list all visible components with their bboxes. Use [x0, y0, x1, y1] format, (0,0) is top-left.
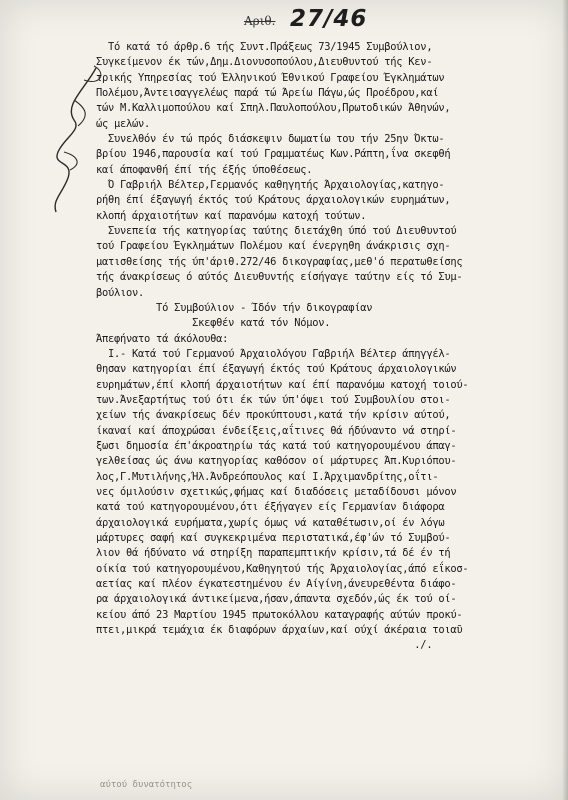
scan-edge-shadow — [562, 0, 568, 800]
text-line: Ό Γαβριήλ Βέλτερ,Γερμανός καθηγητής Άρχαιολογίας,κατηγο- — [96, 179, 445, 192]
text-line: άρχαιολογικά ευρήματα,χωρίς όμως νά καταθέτωσιν,οί έν λόγω — [96, 516, 445, 529]
text-line: Σκεφθέν κατά τόν Νόμον. — [96, 317, 331, 330]
text-line: Τό Συμβούλιον - Ίδόν τήν δικογραφίαν — [96, 301, 373, 314]
text-line: των.Άνεξαρτήτως τού ότι έκ τών ύπ'όψει τού Συμβουλίου στοι- — [96, 393, 451, 406]
text-line: γελθείσας ώς άνω κατηγορίας καθόσον οί μάρτυρες Άπ.Κυριόπου- — [96, 455, 457, 468]
text-line: ρα άρχαιολογικά άντικείμενα,ήσαν,άπαντα σχεδόν,ώς έκ τού οί- — [96, 593, 457, 606]
text-line: ώς μελών. — [96, 117, 151, 130]
text-line: ίκαναί καί άποχρώσαι ένδείξεις,αΐτινες θά ήδύναντο νά στηρί- — [96, 424, 457, 437]
text-line: τής άνακρίσεως ό αύτός Διευθυντής είσήγαγε ταύτην είς τό Συμ- — [96, 271, 463, 284]
document-number: 27/46 — [290, 6, 368, 32]
text-line: ευρημάτων,έπί κλοπή άρχαιοτήτων καί έπί παρανόμω κατοχή τοιού- — [96, 378, 469, 391]
text-line: κείου άπό 23 Μαρτίου 1945 πρωτοκόλλου καταγραφής αύτών προκύ- — [96, 608, 463, 621]
text-line: κατά τού κατηγορουμένου,ότι έξήγαγεν είς Γερμανίαν διάφορα — [96, 501, 445, 514]
text-line: μάρτυρες σαφή καί συγκεκριμένα περιστατικά,έφ'ών τό Συμβού- — [96, 532, 451, 544]
text-line: βούλιον. — [96, 286, 145, 299]
document-number-prefix: Αριθ. — [244, 14, 276, 28]
text-line: τρικής Υπηρεσίας τού Έλληνικού Έθνικού Γραφείου Έγκλημάτων — [96, 71, 445, 84]
text-line: οίκία τού κατηγορουμένου,Καθηγητού τής Άρχαιολογίας,άπό εΐκοσ- — [96, 562, 469, 575]
text-line: ξωσι δημοσία έπ'άκροατηρίω τάς κατά τού κατηγορουμένου άπαγ- — [96, 439, 457, 452]
text-line: κλοπή άρχαιοτήτων καί παρανόμω κατοχή τούτων. — [96, 209, 367, 222]
text-line: νες όμιλούσιν σχετικώς,φήμας καί διαδόσεις μεταδίδουσι μόνον — [96, 485, 457, 498]
text-line: Πολέμου,Άντεισαγγελέως παρά τώ Άρείω Πάγω,ώς Προέδρου,καί — [96, 87, 439, 100]
text-line: ./. — [96, 639, 433, 652]
text-line: Συνελθόν έν τώ πρός διάσκεψιν δωματίω του τήν 25ην Όκτω- — [96, 133, 445, 146]
text-line: λος,Γ.Μυτιλήνης,Ήλ.Άνδρεόπουλος καί Ι.Άρχιμανδρίτης,οΐτι- — [96, 470, 439, 483]
text-line: ματισθείσης τής ύπ'άριθ.272/46 δικογραφίας,μεθ'ό περατωθείσης — [96, 255, 463, 268]
text-line: Ι.- Κατά τού Γερμανού Άρχαιολόγου Γαβριήλ Βέλτερ άπηγγέλ- — [96, 347, 451, 360]
text-line: πτει,μικρά τεμάχια έκ διαφόρων άρχαίων,καί ούχί άκέραια τοιαῦ — [96, 624, 463, 637]
bleed-through-text: αύτού δυνατότητος — [100, 780, 193, 790]
text-line: καί άποφανθή έπί τής έξής ύποθέσεως. — [96, 163, 313, 176]
text-line: αετίας καί πλέον έγκατεστημένου έν Αίγίνη,άνευρεθέντα διάφο- — [96, 578, 457, 591]
text-line: Τό κατά τό άρθρ.6 τής Συντ.Πράξεως 73/1945 Συμβούλιον, — [96, 41, 433, 53]
text-line: ρήθη έπί έξαγωγή έκτός τού Κράτους άρχαιολογικών ευρημάτων, — [96, 194, 451, 207]
text-line: τών Μ.Καλλιμοπούλου καί Σπηλ.Παυλοπούλου,Πρωτοδικών Άθηνών, — [96, 102, 451, 115]
text-line: χείων τής άνακρίσεως δέν προκύπτουσι,κατά τήν κρίσιν αύτού, — [96, 409, 451, 422]
text-line: Συγκείμενον έκ τών,Δημ.Διονυσοπούλου,Διευθυντού τής Κεν- — [96, 56, 433, 69]
document-body — [96, 40, 548, 654]
text-line: τού Γραφείου Έγκλημάτων Πολέμου καί ένεργηθη άνάκρισις σχη- — [96, 240, 451, 253]
text-line: λιον θά ήδύνατο νά στηρίξη παραπεμπτικήν κρίσιν,τά δέ έν τή — [96, 547, 451, 560]
text-line: Άπεφήνατο τά άκόλουθα: — [96, 332, 229, 345]
text-line: Συνεπεία τής κατηγορίας ταύτης διετάχθη ύπό τού Διευθυντού — [96, 225, 457, 238]
text-line: θησαν κατηγορίαι έπί έξαγωγή έκτός τού Κράτους άρχαιολογικών — [96, 363, 457, 376]
text-line: βρίου 1946,παρουσία καί τού Γραμματέως Κων.Ράπτη,ΐνα σκεφθή — [96, 148, 451, 161]
